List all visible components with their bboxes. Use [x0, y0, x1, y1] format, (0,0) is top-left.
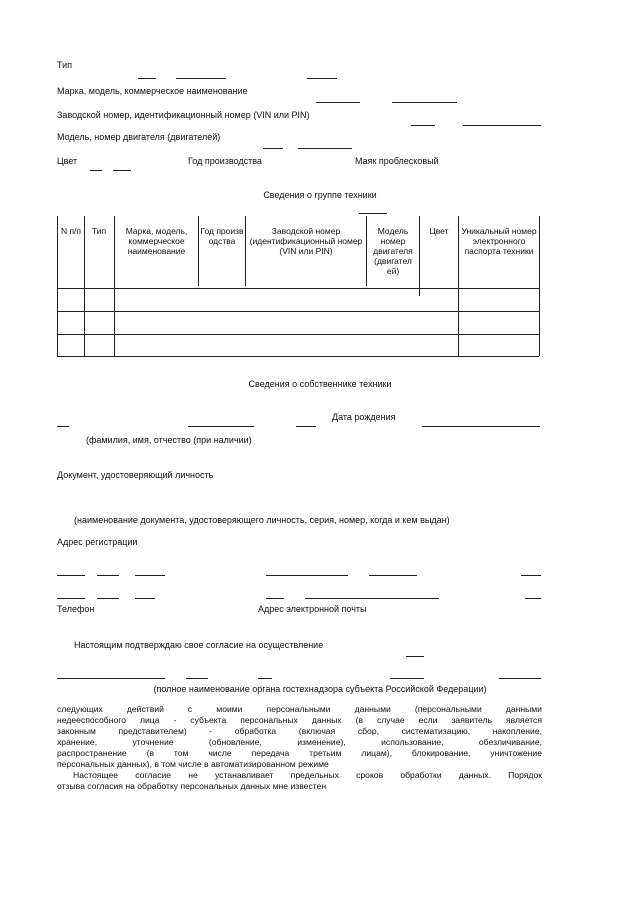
address-line[interactable]	[135, 575, 165, 576]
birth-date-label: Дата рождения	[332, 412, 396, 422]
table-row-line	[57, 334, 539, 335]
engine-line[interactable]	[263, 148, 283, 149]
org-line[interactable]	[258, 678, 272, 679]
column-header: Тип	[91, 226, 107, 236]
table-top-line	[359, 213, 387, 214]
org-line[interactable]	[406, 656, 424, 657]
color-line[interactable]	[90, 170, 102, 171]
column-header: N п/п	[60, 226, 82, 236]
consent-line: недееспособного лица - субъекта персональных данных (в случае если заявитель является	[57, 715, 542, 725]
address-line[interactable]	[305, 598, 439, 599]
consent-body	[57, 704, 542, 770]
address-line[interactable]	[97, 575, 119, 576]
factory-number-line[interactable]	[411, 125, 435, 126]
brand-model-line[interactable]	[392, 102, 457, 103]
birth-date-line[interactable]	[422, 426, 540, 427]
address-line[interactable]	[97, 598, 119, 599]
factory-number-label: Заводской номер, идентификационный номер (VIN или PIN)	[57, 110, 310, 120]
column-header: Модель номер двигателя (двигател ей)	[373, 226, 413, 276]
table-border	[539, 216, 540, 356]
consent-line: персональных данных), в том числе в автоматизированном режиме	[57, 759, 329, 769]
address-line[interactable]	[57, 598, 85, 599]
address-line[interactable]	[369, 575, 417, 576]
table-border	[198, 216, 199, 286]
address-line[interactable]	[135, 598, 155, 599]
brand-model-label: Марка, модель, коммерческое наименование	[57, 86, 248, 96]
factory-number-line[interactable]	[463, 125, 541, 126]
beacon-label: Маяк проблесковый	[355, 156, 439, 166]
engine-label: Модель, номер двигателя (двигателей)	[57, 132, 221, 142]
address-line[interactable]	[521, 575, 541, 576]
column-header: Уникальный номер электронного паспорта техники	[461, 226, 537, 256]
address-line[interactable]	[266, 598, 284, 599]
color-line[interactable]	[113, 170, 131, 171]
column-header: Заводской номер (идентификационный номер (VIN или PIN)	[249, 226, 363, 256]
consent-line: законным представителем) - обработка (включая сбор, систематизацию, накопление,	[57, 726, 542, 736]
consent-final-line: отзыва согласия на обработку персональных данных мне известен	[57, 781, 327, 791]
phone-label: Телефон	[57, 604, 95, 614]
consent-intro: Настоящим подтверждаю свое согласие на осуществление	[74, 640, 324, 650]
org-hint: (полное наименование органа гостехнадзора субъекта Российской Федерации)	[153, 684, 487, 694]
engine-line[interactable]	[298, 148, 352, 149]
address-label: Адрес регистрации	[57, 537, 138, 547]
table-border	[245, 216, 246, 286]
column-header: Год произв одства	[200, 226, 244, 246]
table-row-line	[57, 311, 539, 312]
table-border	[458, 216, 459, 356]
table-border	[419, 216, 420, 296]
table-border	[84, 216, 85, 356]
year-label: Год производства	[188, 156, 262, 166]
column-header: Марка, модель, коммерческое наименование	[125, 226, 188, 256]
address-line[interactable]	[266, 575, 348, 576]
org-line[interactable]	[390, 678, 424, 679]
consent-final	[57, 770, 542, 792]
org-line[interactable]	[186, 678, 208, 679]
address-line[interactable]	[57, 575, 85, 576]
org-line[interactable]	[57, 678, 165, 679]
address-line[interactable]	[525, 598, 541, 599]
consent-line: распространение (в том числе передача третьим лицам), блокирование, уничтожение	[57, 748, 542, 758]
group-section-title: Сведения о группе техники	[263, 190, 377, 200]
name-hint: (фамилия, имя, отчество (при наличии)	[86, 435, 252, 445]
column-header: Цвет	[429, 226, 449, 236]
table-border	[57, 216, 58, 356]
table-row-line	[57, 356, 539, 357]
brand-model-line[interactable]	[316, 102, 360, 103]
consent-line: хранение, уточнение (обновление, изменение), использование, обезличивание,	[57, 737, 542, 747]
consent-line: следующих действий с моими персональными данными (персональными данными	[57, 704, 542, 714]
table-row-line	[57, 288, 539, 289]
table-border	[366, 216, 367, 286]
type-line[interactable]	[138, 78, 156, 79]
table-border	[114, 216, 115, 356]
consent-final-line: Настоящее согласие не устанавливает предельных сроков обработки данных. Порядок	[73, 770, 542, 780]
type-label: Тип	[57, 60, 73, 70]
color-label: Цвет	[57, 156, 78, 166]
document-label: Документ, удостоверяющий личность	[57, 470, 214, 480]
org-line[interactable]	[499, 678, 541, 679]
type-line[interactable]	[176, 78, 226, 79]
email-label: Адрес электронной почты	[258, 604, 367, 614]
name-line[interactable]	[57, 426, 69, 427]
name-line[interactable]	[188, 426, 254, 427]
owner-section-title: Сведения о собственнике техники	[248, 379, 392, 389]
document-hint: (наименование документа, удостоверяющего личность, серия, номер, когда и кем выдан)	[74, 515, 450, 525]
name-line[interactable]	[296, 426, 316, 427]
type-line[interactable]	[307, 78, 337, 79]
